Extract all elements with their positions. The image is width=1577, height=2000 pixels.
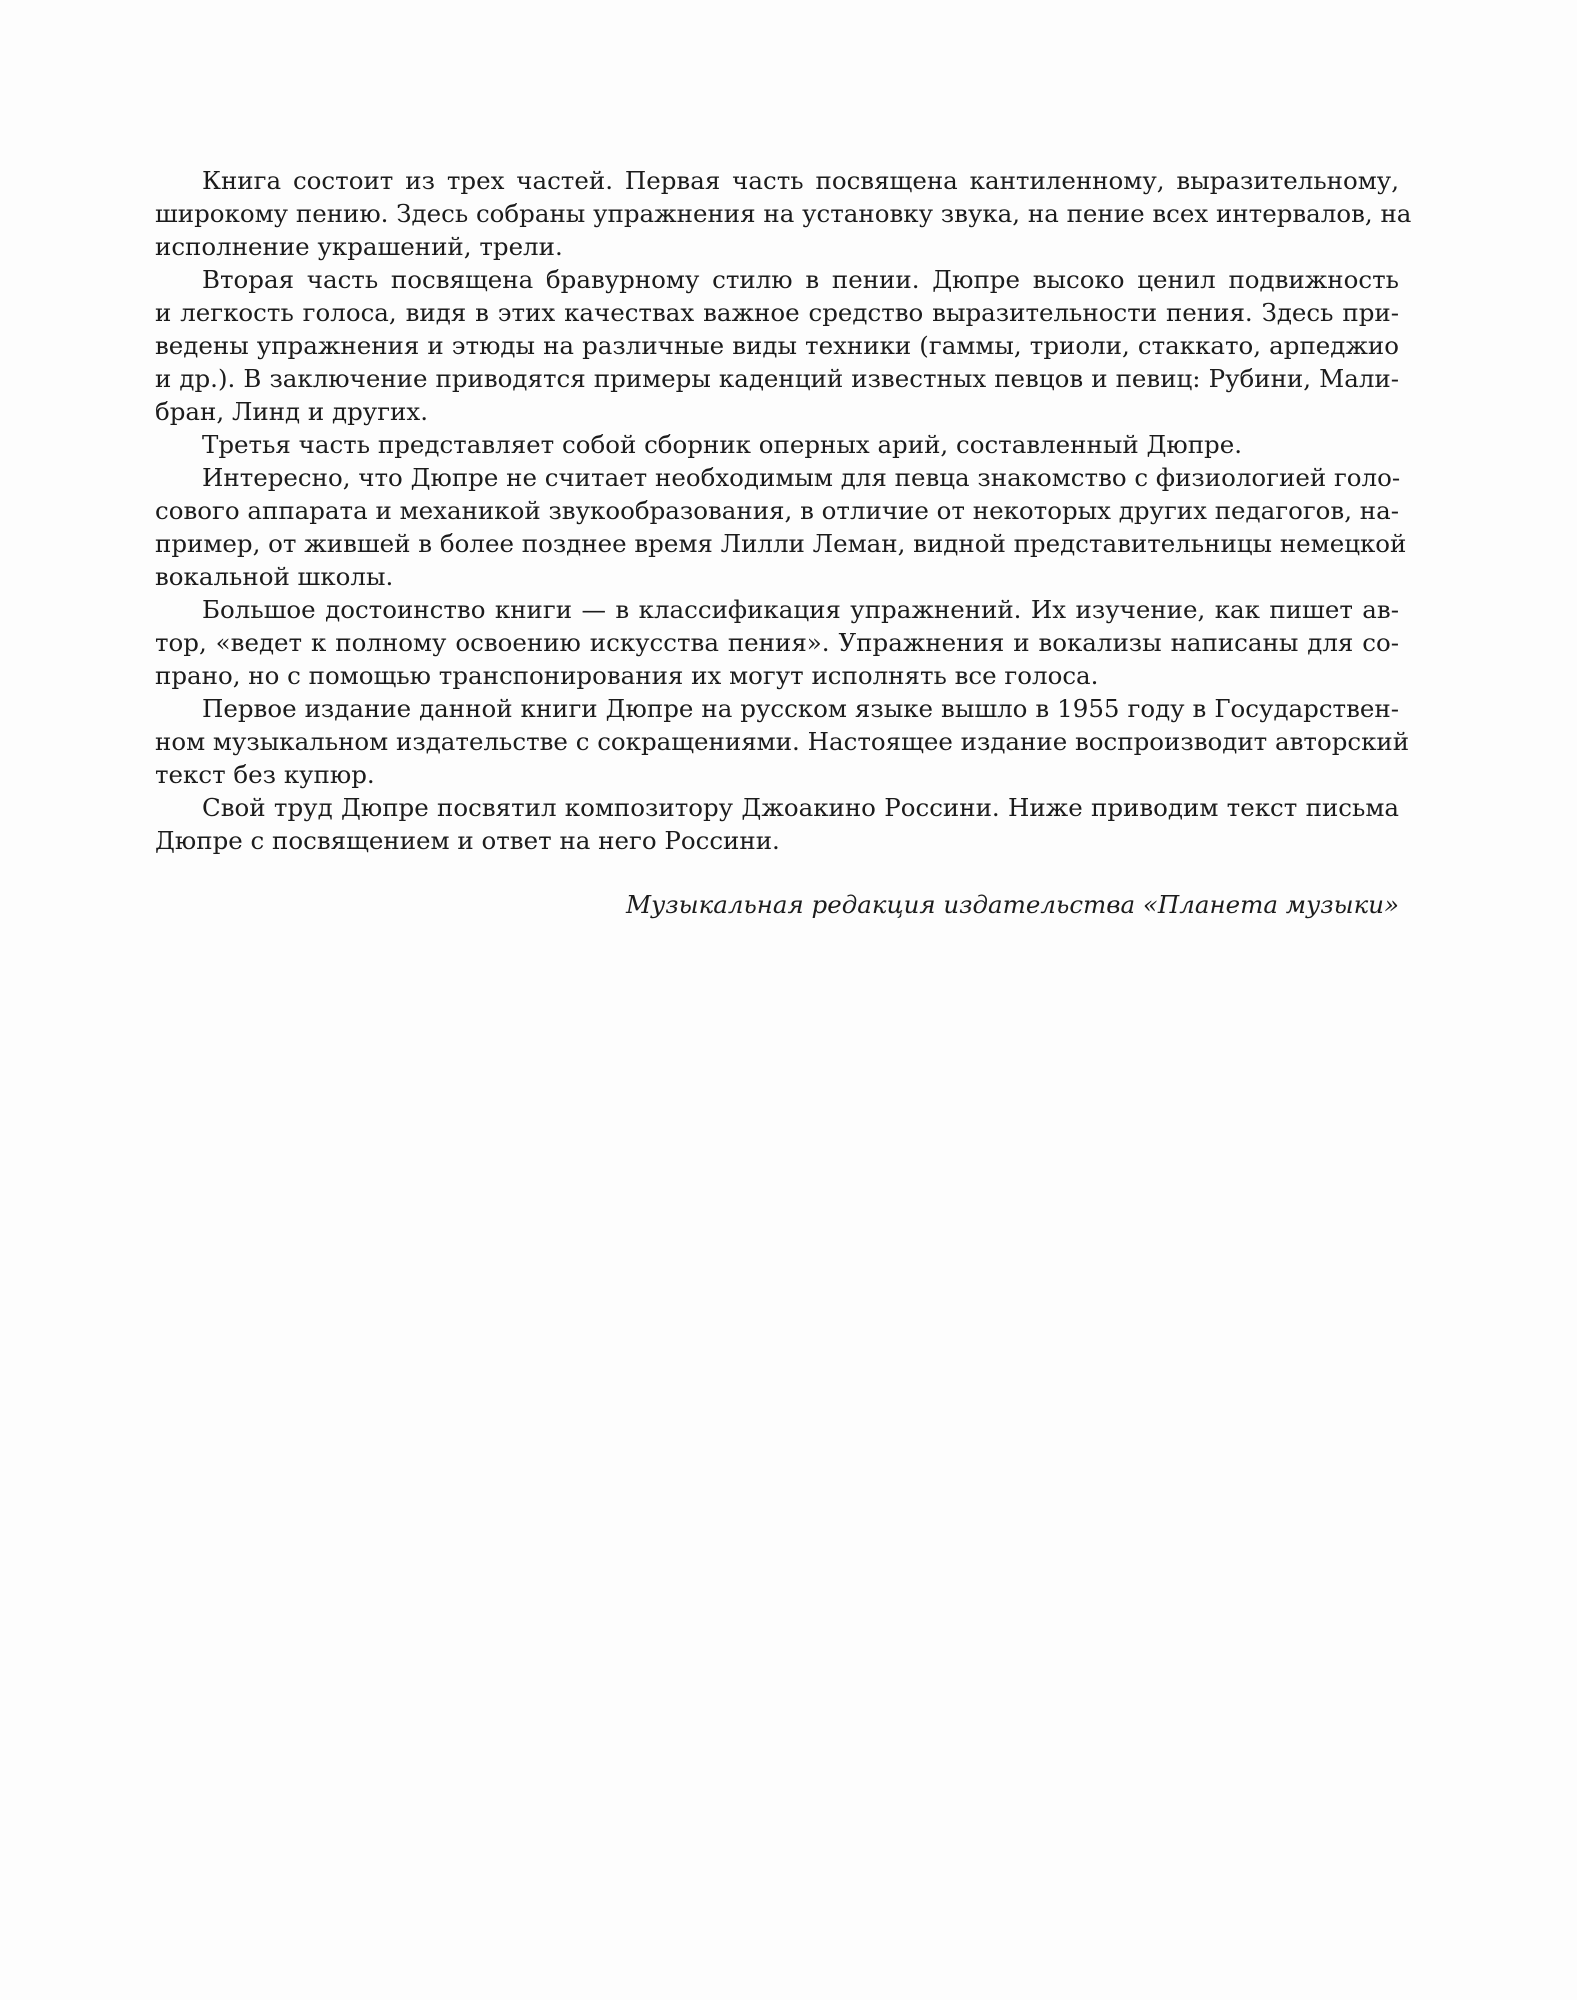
paragraph-classification — [155, 593, 1399, 692]
text-line: Первое издание данной книги Дюпре на русском языке вышло в 1955 году в Государствен- — [202, 694, 1399, 723]
paragraph-dedication — [155, 791, 1399, 857]
paragraph-third-part — [155, 428, 1399, 461]
text-line: широкому пению. Здесь собраны упражнения на установку звука, на пение всех интервалов, на — [155, 199, 1412, 228]
text-line: прано, но с помощью транспонирования их могут исполнять все голоса. — [155, 661, 1099, 690]
text-line: исполнение украшений, трели. — [155, 232, 563, 261]
paragraph-first-edition — [155, 692, 1410, 791]
paragraph-second-part — [155, 263, 1399, 428]
text-line: Вторая часть посвящена бравурному стилю в пении. Дюпре высоко ценил подвижность — [202, 265, 1399, 294]
text-line: Книга состоит из трех частей. Первая часть посвящена кантиленному, выразительному, — [202, 166, 1399, 195]
text-line: Дюпре с посвящением и ответ на него Россини. — [155, 826, 780, 855]
text-line: Интересно, что Дюпре не считает необходимым для певца знакомство с физиологией голо- — [202, 463, 1401, 492]
paragraph-physiology — [155, 461, 1407, 593]
body-text — [155, 164, 1412, 857]
text-line: Третья часть представляет собой сборник оперных арий, составленный Дюпре. — [202, 430, 1243, 459]
text-line: тор, «ведет к полному освоению искусства пения». Упражнения и вокализы написаны для со- — [155, 628, 1399, 657]
text-line: Свой труд Дюпре посвятил композитору Джоакино Россини. Ниже приводим текст письма — [202, 793, 1399, 822]
editorial-signature: Музыкальная редакция издательства «Планета музыки» — [626, 890, 1399, 919]
text-line: сового аппарата и механикой звукообразования, в отличие от некоторых других педагогов, на- — [155, 496, 1399, 525]
text-line: Большое достоинство книги — в классификация упражнений. Их изучение, как пишет ав- — [202, 595, 1399, 624]
paragraph-book-structure — [155, 164, 1412, 263]
text-line: ном музыкальном издательстве с сокращениями. Настоящее издание воспроизводит авторский — [155, 727, 1410, 756]
text-line: вокальной школы. — [155, 562, 394, 591]
text-line: ведены упражнения и этюды на различные виды техники (гаммы, триоли, стаккато, арпеджио — [155, 331, 1399, 360]
text-line: пример, от жившей в более позднее время Лилли Леман, видной представительницы немецкой — [155, 529, 1407, 558]
text-line: бран, Линд и других. — [155, 397, 428, 426]
text-line: текст без купюр. — [155, 760, 375, 789]
text-line: и легкость голоса, видя в этих качествах важное средство выразительности пения. Здесь при- — [155, 298, 1399, 327]
text-line: и др.). В заключение приводятся примеры каденций известных певцов и певиц: Рубини, Мали- — [155, 364, 1399, 393]
